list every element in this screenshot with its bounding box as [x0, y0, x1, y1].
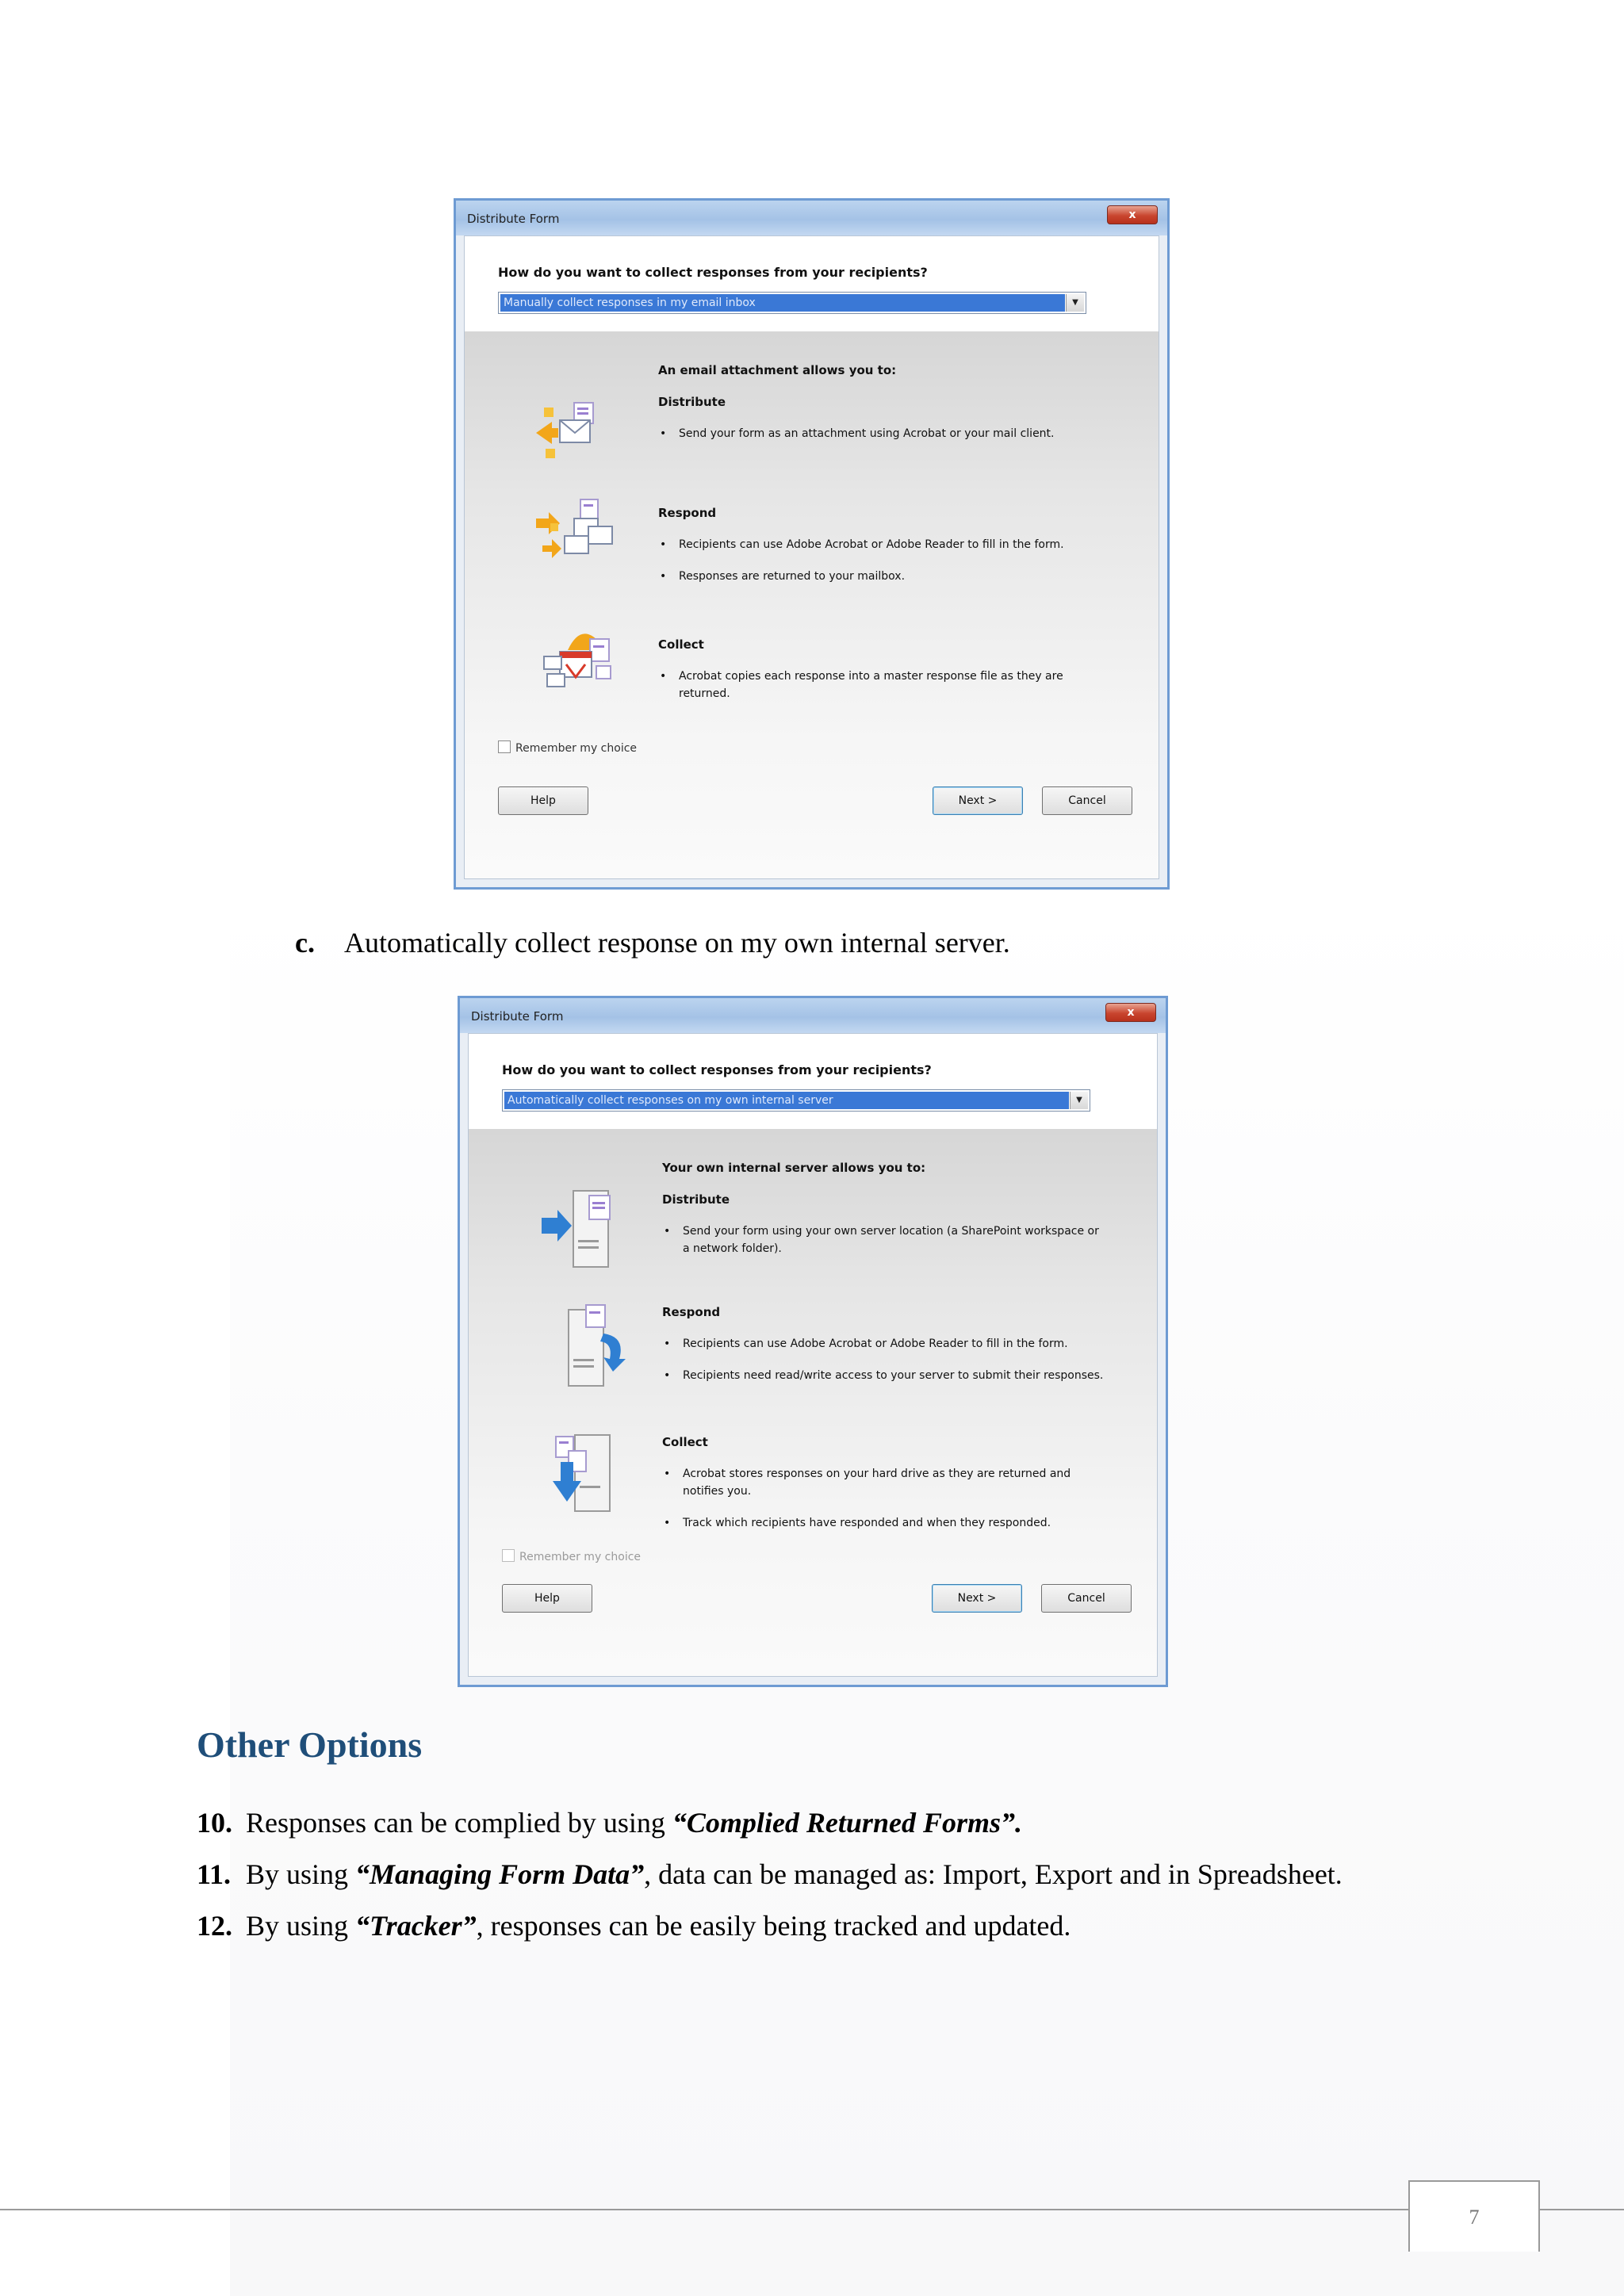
item-text: Responses can be complied by using — [246, 1807, 672, 1839]
remember-choice-checkbox[interactable] — [502, 1549, 641, 1563]
bullet-item — [664, 1367, 1108, 1384]
list-marker: c. — [295, 927, 315, 959]
bullet-item — [660, 425, 1104, 442]
close-button[interactable]: x — [1107, 205, 1158, 224]
section-heading-distribute: Distribute — [662, 1192, 730, 1207]
page-number-tab — [1408, 2180, 1540, 2252]
item-text-after: , data can be managed as: Import, Export and in Spreadsheet. — [644, 1858, 1342, 1890]
checkbox-box[interactable] — [502, 1549, 515, 1562]
item-number: 10. — [197, 1807, 232, 1839]
email-distribute-icon — [533, 387, 644, 482]
bullet-item — [664, 1465, 1108, 1500]
cancel-button[interactable]: Cancel — [1041, 1584, 1132, 1613]
bullet-dot: • — [660, 570, 667, 583]
dialog-title: Distribute Form — [471, 1009, 564, 1024]
help-button[interactable]: Help — [498, 786, 588, 815]
footer-rule — [0, 2209, 1624, 2210]
email-respond-icon — [533, 490, 644, 585]
item-emphasis: “Complied Returned Forms”. — [672, 1807, 1022, 1839]
bullet-dot: • — [660, 538, 667, 551]
bullet-text: Recipients need read/write access to your server to submit their responses. — [683, 1369, 1104, 1382]
item-number: 12. — [197, 1910, 232, 1942]
dialog-header-area — [469, 1034, 1157, 1129]
bullet-text: Acrobat copies each response into a master response file as they are returned. — [679, 670, 1063, 700]
bullet-item — [660, 568, 1104, 585]
bullet-text: Recipients can use Adobe Acrobat or Adobe Reader to fill in the form. — [683, 1337, 1068, 1350]
numbered-item — [197, 1806, 1022, 1839]
chevron-down-icon[interactable]: ▼ — [1066, 294, 1084, 312]
bullet-dot: • — [664, 1517, 671, 1529]
server-collect-icon — [537, 1430, 648, 1525]
numbered-item — [197, 1909, 1071, 1942]
section-heading-respond: Respond — [658, 506, 717, 520]
distribute-form-dialog-email — [454, 198, 1170, 890]
collection-method-select[interactable] — [502, 1089, 1090, 1112]
section-heading-collect: Collect — [658, 637, 704, 652]
next-button[interactable]: Next > — [932, 1584, 1022, 1613]
server-respond-icon — [537, 1302, 648, 1397]
intro-text: An email attachment allows you to: — [658, 363, 897, 377]
collection-question: How do you want to collect responses from your recipients? — [502, 1062, 932, 1077]
bullet-item — [664, 1223, 1108, 1257]
bullet-dot: • — [660, 670, 667, 683]
section-heading-collect: Collect — [662, 1435, 708, 1449]
dialog-body — [469, 1129, 1157, 1676]
item-text: By using — [246, 1910, 356, 1942]
bullet-item — [660, 536, 1104, 553]
bullet-text: Send your form using your own server location (a SharePoint workspace or a network folder). — [683, 1225, 1099, 1255]
section-heading-distribute: Distribute — [658, 395, 726, 409]
list-item-text: Automatically collect response on my own internal server. — [344, 927, 1010, 959]
item-emphasis: “Tracker” — [355, 1910, 477, 1942]
dialog-titlebar — [460, 998, 1166, 1033]
bullet-dot: • — [660, 427, 667, 440]
item-text-after: , responses can be easily being tracked and updated. — [476, 1910, 1071, 1942]
dialog-title: Distribute Form — [467, 212, 560, 226]
list-item-c — [295, 926, 1010, 959]
section-heading-respond: Respond — [662, 1305, 721, 1319]
bullet-text: Recipients can use Adobe Acrobat or Adobe Reader to fill in the form. — [679, 538, 1064, 551]
remember-label: Remember my choice — [519, 1551, 642, 1563]
section-title-other-options: Other Options — [197, 1724, 423, 1765]
email-collect-icon — [533, 617, 644, 712]
help-button[interactable]: Help — [502, 1584, 592, 1613]
dialog-content — [468, 1033, 1158, 1677]
cancel-button[interactable]: Cancel — [1042, 786, 1132, 815]
checkbox-box[interactable] — [498, 740, 511, 753]
bullet-text: Send your form as an attachment using Acrobat or your mail client. — [679, 427, 1055, 440]
bullet-text: Track which recipients have responded and when they responded. — [683, 1517, 1051, 1529]
bullet-dot: • — [664, 1337, 671, 1350]
bullet-item — [664, 1335, 1108, 1353]
dialog-content — [464, 235, 1159, 879]
page-number: 7 — [1469, 2206, 1480, 2229]
dialog-body — [465, 331, 1159, 878]
bullet-text: Responses are returned to your mailbox. — [679, 570, 906, 583]
collection-question: How do you want to collect responses from your recipients? — [498, 265, 928, 280]
bullet-dot: • — [664, 1369, 671, 1382]
dialog-header-area — [465, 236, 1159, 331]
item-text: By using — [246, 1858, 356, 1890]
collection-method-select[interactable] — [498, 292, 1086, 314]
selected-option: Manually collect responses in my email inbox — [500, 294, 1065, 312]
close-button[interactable]: x — [1105, 1003, 1156, 1022]
remember-label: Remember my choice — [515, 742, 638, 755]
numbered-item — [197, 1858, 1342, 1891]
bullet-item — [660, 668, 1104, 702]
distribute-form-dialog-server — [458, 996, 1168, 1687]
server-distribute-icon — [537, 1184, 648, 1280]
bullet-item — [664, 1514, 1108, 1532]
chevron-down-icon[interactable]: ▼ — [1070, 1092, 1088, 1109]
dialog-titlebar — [456, 201, 1167, 235]
selected-option: Automatically collect responses on my own internal server — [504, 1092, 1069, 1109]
remember-choice-checkbox[interactable] — [498, 740, 637, 755]
item-emphasis: “Managing Form Data” — [355, 1858, 645, 1890]
bullet-dot: • — [664, 1225, 671, 1238]
next-button[interactable]: Next > — [933, 786, 1023, 815]
item-number: 11. — [197, 1858, 232, 1890]
intro-text: Your own internal server allows you to: — [662, 1161, 926, 1175]
bullet-text: Acrobat stores responses on your hard drive as they are returned and notifies you. — [683, 1468, 1071, 1498]
bullet-dot: • — [664, 1468, 671, 1480]
